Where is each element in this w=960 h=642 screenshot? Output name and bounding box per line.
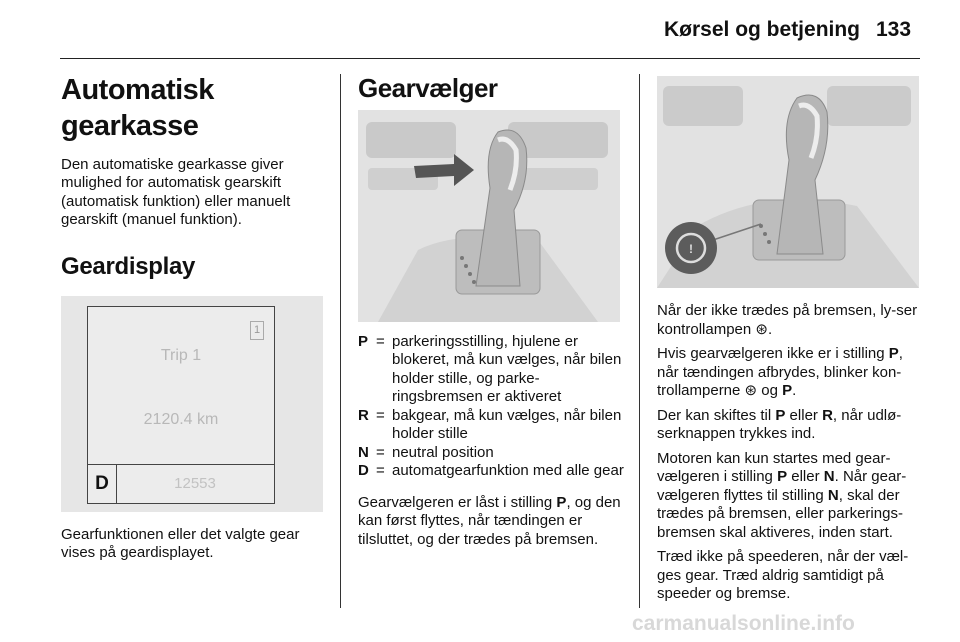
gear-display-figure bbox=[61, 296, 323, 512]
lock-paragraph: Gearvælgeren er låst i stilling P, og den kan først flyttes, når tændingen er tilsluttet, og der trædes på bremsen. bbox=[358, 493, 621, 548]
intro-paragraph: Den automatiske gearkasse giver mulighed for automatisk gearskift (automatisk funktion) eller manuelt gearskift (manuel funktion). bbox=[61, 155, 291, 228]
watermark: carmanualsonline.info bbox=[632, 612, 855, 635]
gear-position-list bbox=[358, 333, 624, 481]
header-rule bbox=[60, 58, 920, 59]
definition-row-n: N = neutral position bbox=[358, 443, 494, 461]
section-heading: Automatisk gearkasse bbox=[61, 74, 214, 143]
brake-lamp-illustration bbox=[657, 76, 919, 288]
gear-lever-illustration bbox=[358, 110, 620, 322]
column-divider-right bbox=[639, 74, 640, 608]
svg-text:!: ! bbox=[689, 242, 693, 256]
brake-lamp-icon: ⊛ bbox=[755, 320, 768, 338]
page-number: 133 bbox=[876, 18, 912, 41]
definition-row-p: P = parkeringsstilling, hjulene er blokeret, må kun vælges, når bilen holder stille, og parke-ringsbremsen er aktiveret bbox=[358, 332, 622, 405]
subsection-heading: Geardisplay bbox=[61, 252, 196, 280]
definition-row-d: D = automatgearfunktion med alle gear bbox=[358, 462, 624, 479]
column-automatic-gearbox bbox=[61, 72, 323, 563]
trip-label: Trip 1 bbox=[160, 346, 202, 364]
paragraph-engine-start: Motoren kan kun startes med gear-vælgeren i stilling P eller N. Når gear-vælgeren flyttes til stilling N, skal der trædes på bremsen, eller parkerings-bremsen skal aktiveres, inden start. bbox=[657, 449, 907, 541]
brake-lamp-icon: ⊛ bbox=[744, 382, 758, 399]
paragraph-brake-lamp: Når der ikke trædes på bremsen, ly-ser kontrollampen ⊛. bbox=[657, 302, 918, 338]
definition-row-r: R = bakgear, må kun vælges, når bilen holder stille bbox=[358, 406, 622, 442]
column-gear-selector bbox=[358, 72, 624, 549]
page-header-title: Kørsel og betjening bbox=[664, 18, 861, 41]
gear-display-screen bbox=[87, 306, 275, 504]
odometer-value: 12553 bbox=[174, 474, 216, 492]
paragraph-ignition: Hvis gearvælgeren ikke er i stilling P, når tændingen afbrydes, blinker kon-trollamperne ⊛ og P. bbox=[657, 345, 903, 399]
brake-lamp-drawing bbox=[657, 76, 919, 288]
gear-indicator: D bbox=[88, 465, 117, 503]
page-icon: 1 bbox=[250, 321, 264, 340]
paragraph-release-button: Der kan skiftes til P eller R, når udlø-serknappen trykkes ind. bbox=[657, 406, 902, 442]
column-divider-left bbox=[340, 74, 341, 608]
figure-caption: Gearfunktionen eller det valgte gear vises på geardisplayet. bbox=[61, 525, 300, 561]
trip-distance: 2120.4 km bbox=[143, 410, 219, 428]
section-heading-gear-selector: Gearvælger bbox=[358, 73, 498, 103]
display-status-bar bbox=[88, 464, 274, 503]
column-gear-instructions bbox=[657, 76, 923, 604]
paragraph-accelerator: Træd ikke på speederen, når der væl-ges gear. Træd aldrig samtidigt på speeder og bremse. bbox=[657, 548, 909, 602]
gear-lever-drawing bbox=[358, 110, 620, 322]
